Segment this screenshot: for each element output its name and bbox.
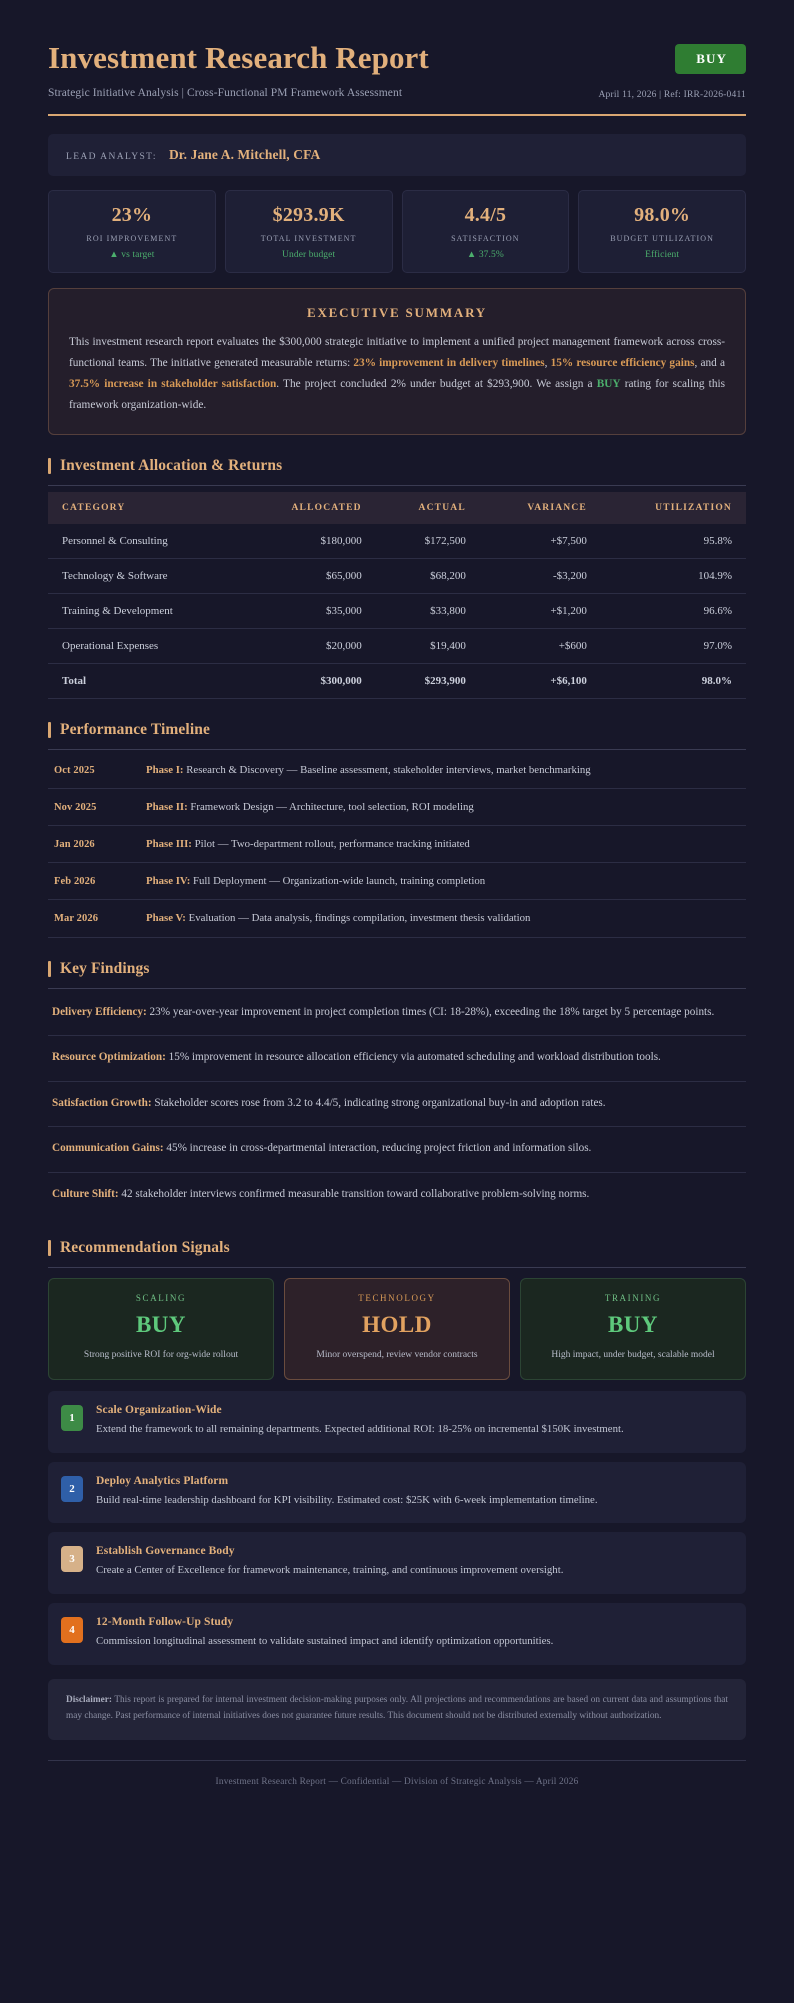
finding-text: 15% improvement in resource allocation efficiency via automated scheduling and workload distribution tools. [165, 1051, 661, 1064]
report-header [48, 40, 746, 100]
recommendation-list [48, 1391, 746, 1665]
metric-note: ▲ vs target [109, 250, 155, 260]
summary-rating: BUY [596, 377, 621, 390]
column-header-category: CATEGORY [48, 492, 240, 524]
finding-text: 23% year-over-year improvement in project completion times (CI: 18-28%), exceeding the 18% target by 5 percentage points. [146, 1005, 715, 1018]
signal-card-training [520, 1278, 746, 1379]
recommendation-body [96, 1545, 730, 1580]
column-header-utilization: UTILIZATION [601, 492, 746, 524]
timeline-date: Mar 2026 [54, 913, 99, 925]
section-divider [48, 485, 746, 486]
section-accent-bar [48, 458, 51, 474]
recommendation-text: Extend the framework to all remaining departments. Expected additional ROI: 18-25% on incremental $150K investment. [96, 1422, 624, 1435]
finding-item [48, 1173, 746, 1218]
timeline-phase-label: Phase IV: [146, 875, 191, 888]
section-title: Performance Timeline [60, 720, 210, 738]
report-meta: April 11, 2026 | Ref: IRR-2026-0411 [598, 90, 746, 100]
metric-label: TOTAL INVESTMENT [260, 234, 357, 243]
recommendation-title: Establish Governance Body [96, 1545, 235, 1558]
timeline-phase-label: Phase V: [146, 912, 186, 925]
table-row [48, 524, 746, 559]
timeline-row [48, 826, 746, 863]
signal-verdict: HOLD [362, 1312, 432, 1338]
cell-total-actual: $293,900 [376, 663, 480, 698]
section-divider [48, 749, 746, 750]
timeline-phase-label: Phase III: [146, 837, 192, 850]
timeline-row [48, 752, 746, 789]
section-title: Investment Allocation & Returns [60, 456, 283, 474]
timeline-row [48, 900, 746, 937]
summary-text-4: . The project concluded 2% under budget at $293,900. We assign a [276, 377, 597, 390]
signal-verdict: BUY [607, 1312, 659, 1338]
recommendation-body [96, 1616, 730, 1651]
lead-analyst-label: LEAD ANALYST: [66, 152, 157, 162]
header-right [598, 40, 746, 100]
timeline-text [146, 836, 470, 852]
executive-summary-body [69, 332, 725, 416]
signal-category: TECHNOLOGY [358, 1293, 436, 1304]
finding-label: Resource Optimization: [52, 1051, 166, 1064]
cell-actual: $68,200 [376, 558, 480, 593]
disclaimer-text: This report is prepared for internal investment decision-making purposes only. All projections and recommendations are based on current data and assumptions that may change. Past performance of internal initiatives does not guarantee future results. This document should not be distributed externally without authorization. [66, 1695, 728, 1722]
timeline-row [48, 789, 746, 826]
table-row [48, 593, 746, 628]
table-header [48, 492, 746, 524]
timeline-text [146, 799, 474, 815]
recommendation-body [96, 1404, 730, 1439]
cell-actual: $19,400 [376, 628, 480, 663]
timeline-date: Oct 2025 [54, 764, 95, 776]
cell-total-variance: +$6,100 [480, 663, 601, 698]
metric-label: SATISFACTION [451, 234, 520, 243]
section-divider [48, 1267, 746, 1268]
timeline-description: Research & Discovery — Baseline assessment, stakeholder interviews, market benchmarking [183, 763, 591, 776]
allocation-table [48, 492, 746, 699]
cell-actual: $172,500 [376, 524, 480, 559]
timeline-section [48, 721, 746, 938]
recommendation-number-badge: 3 [61, 1546, 83, 1572]
list-item [48, 1391, 746, 1453]
section-title: Recommendation Signals [60, 1239, 230, 1257]
summary-text-2: , [544, 356, 551, 369]
lead-analyst-bar [48, 134, 746, 176]
metric-label: BUDGET UTILIZATION [610, 234, 715, 243]
metric-label: ROI IMPROVEMENT [86, 234, 178, 243]
list-item [48, 1603, 746, 1665]
findings-section [48, 960, 746, 1218]
table-total-row [48, 663, 746, 698]
signal-card-technology [284, 1278, 510, 1379]
list-item [48, 1532, 746, 1594]
executive-summary-title: EXECUTIVE SUMMARY [306, 305, 487, 320]
timeline-phase-label: Phase II: [146, 800, 188, 813]
timeline-text [146, 910, 530, 926]
cell-utilization: 95.8% [601, 524, 746, 559]
signal-verdict: BUY [135, 1312, 187, 1338]
cell-allocated: $65,000 [240, 558, 376, 593]
finding-label: Satisfaction Growth: [52, 1096, 152, 1109]
column-header-variance: VARIANCE [480, 492, 601, 524]
table-row [48, 628, 746, 663]
cell-allocated: $180,000 [240, 524, 376, 559]
signal-category: SCALING [135, 1293, 187, 1304]
cell-category: Personnel & Consulting [48, 524, 240, 559]
timeline-description: Evaluation — Data analysis, findings compilation, investment thesis validation [185, 912, 531, 925]
cell-variance: +$600 [480, 628, 601, 663]
metrics-row [48, 190, 746, 273]
section-accent-bar [48, 722, 51, 738]
timeline-description: Full Deployment — Organization-wide launch, training completion [190, 875, 486, 888]
cell-utilization: 96.6% [601, 593, 746, 628]
finding-text: 45% increase in cross-departmental interaction, reducing project friction and information silos. [163, 1142, 592, 1155]
summary-text-3: , and a [694, 356, 725, 369]
executive-summary [48, 288, 746, 435]
section-accent-bar [48, 1240, 51, 1256]
finding-label: Delivery Efficiency: [52, 1005, 147, 1018]
metric-card-budget [578, 190, 746, 273]
metric-note: ▲ 37.5% [466, 250, 504, 260]
finding-item [48, 1082, 746, 1128]
summary-text-5: rating for scaling this framework organization-wide. [69, 377, 726, 411]
signal-card-scaling [48, 1278, 274, 1379]
summary-highlight-satisfaction: 37.5% increase in stakeholder satisfaction [69, 377, 277, 390]
metric-card-investment [225, 190, 393, 273]
header-left [48, 40, 598, 99]
cell-variance: +$1,200 [480, 593, 601, 628]
signal-category: TRAINING [604, 1293, 662, 1304]
table-header-row [48, 492, 746, 524]
table-body [48, 524, 746, 699]
cell-category: Training & Development [48, 593, 240, 628]
section-title: Key Findings [60, 959, 150, 977]
signal-description: Strong positive ROI for org-wide rollout [83, 1350, 239, 1361]
timeline-date: Jan 2026 [54, 838, 95, 850]
page-title: Investment Research Report [48, 40, 429, 75]
timeline-description: Pilot — Two-department rollout, performance tracking initiated [191, 837, 470, 850]
lead-analyst-name: Dr. Jane A. Mitchell, CFA [168, 147, 321, 162]
timeline-date: Nov 2025 [54, 801, 97, 813]
signal-cards-row [48, 1278, 746, 1379]
finding-label: Communication Gains: [52, 1142, 164, 1155]
cell-utilization: 104.9% [601, 558, 746, 593]
metric-value: 4.4/5 [464, 204, 507, 226]
recommendation-text: Commission longitudinal assessment to validate sustained impact and identify optimization opportunities. [96, 1635, 554, 1648]
metric-card-roi [48, 190, 216, 273]
finding-text: 42 stakeholder interviews confirmed measurable transition toward collaborative problem-solving norms. [118, 1187, 590, 1200]
cell-total-utilization: 98.0% [601, 663, 746, 698]
recommendation-text: Build real-time leadership dashboard for KPI visibility. Estimated cost: $25K with 6-week implementation timeline. [96, 1493, 598, 1506]
recommendation-text: Create a Center of Excellence for framework maintenance, training, and continuous improvement oversight. [96, 1564, 564, 1577]
column-header-actual: ACTUAL [376, 492, 480, 524]
cell-variance: +$7,500 [480, 524, 601, 559]
timeline-date: Feb 2026 [54, 876, 96, 888]
section-divider [48, 988, 746, 989]
recommendation-title: 12-Month Follow-Up Study [96, 1616, 234, 1629]
header-divider [48, 114, 746, 116]
signal-description: High impact, under budget, scalable model [551, 1350, 715, 1361]
metric-value: 23% [111, 204, 153, 226]
findings-heading [48, 960, 746, 978]
summary-highlight-resource: 15% resource efficiency gains [550, 356, 695, 369]
recommendation-number-badge: 2 [61, 1476, 83, 1502]
finding-item [48, 991, 746, 1037]
section-accent-bar [48, 961, 51, 977]
cell-allocated: $20,000 [240, 628, 376, 663]
column-header-allocated: ALLOCATED [240, 492, 376, 524]
buy-button[interactable]: BUY [675, 44, 746, 74]
metric-value: 98.0% [634, 204, 691, 226]
list-item [48, 1462, 746, 1524]
cell-total-label: Total [48, 663, 240, 698]
report-subtitle: Strategic Initiative Analysis | Cross-Functional PM Framework Assessment [48, 86, 403, 99]
recommendations-heading [48, 1239, 746, 1257]
finding-item [48, 1036, 746, 1082]
recommendation-title: Scale Organization-Wide [96, 1403, 222, 1416]
disclaimer-label: Disclaimer: [66, 1695, 112, 1706]
disclaimer-box [48, 1679, 746, 1740]
timeline-description: Framework Design — Architecture, tool selection, ROI modeling [187, 800, 474, 813]
timeline-phase-label: Phase I: [146, 763, 184, 776]
footer-divider [48, 1760, 746, 1761]
recommendation-number-badge: 4 [61, 1617, 83, 1643]
table-row [48, 558, 746, 593]
summary-text-1: This investment research report evaluates the $300,000 strategic initiative to implement a unified project management framework across cross-functional teams. The initiative generated measurable returns: [69, 336, 725, 369]
cell-category: Operational Expenses [48, 628, 240, 663]
allocation-heading [48, 457, 746, 475]
recommendation-title: Deploy Analytics Platform [96, 1474, 229, 1487]
metric-note: Efficient [645, 250, 680, 260]
cell-utilization: 97.0% [601, 628, 746, 663]
timeline-heading [48, 721, 746, 739]
finding-text: Stakeholder scores rose from 3.2 to 4.4/5, indicating strong organizational buy-in and adoption rates. [151, 1096, 606, 1109]
finding-label: Culture Shift: [52, 1187, 119, 1200]
signal-description: Minor overspend, review vendor contracts [316, 1350, 478, 1361]
summary-highlight-delivery: 23% improvement in delivery timelines [353, 356, 545, 369]
timeline-text [146, 873, 485, 889]
cell-actual: $33,800 [376, 593, 480, 628]
finding-item [48, 1127, 746, 1173]
cell-allocated: $35,000 [240, 593, 376, 628]
metric-card-satisfaction [402, 190, 570, 273]
recommendations-section [48, 1239, 746, 1665]
cell-variance: -$3,200 [480, 558, 601, 593]
metric-note: Under budget [282, 250, 336, 260]
metric-value: $293.9K [272, 204, 345, 226]
recommendation-body [96, 1475, 730, 1510]
recommendation-number-badge: 1 [61, 1405, 83, 1431]
footer-text: Investment Research Report — Confidential — Division of Strategic Analysis — April 2026 [215, 1776, 579, 1787]
cell-category: Technology & Software [48, 558, 240, 593]
cell-total-allocated: $300,000 [240, 663, 376, 698]
allocation-section [48, 457, 746, 699]
timeline-text [146, 762, 591, 778]
timeline-row [48, 863, 746, 900]
